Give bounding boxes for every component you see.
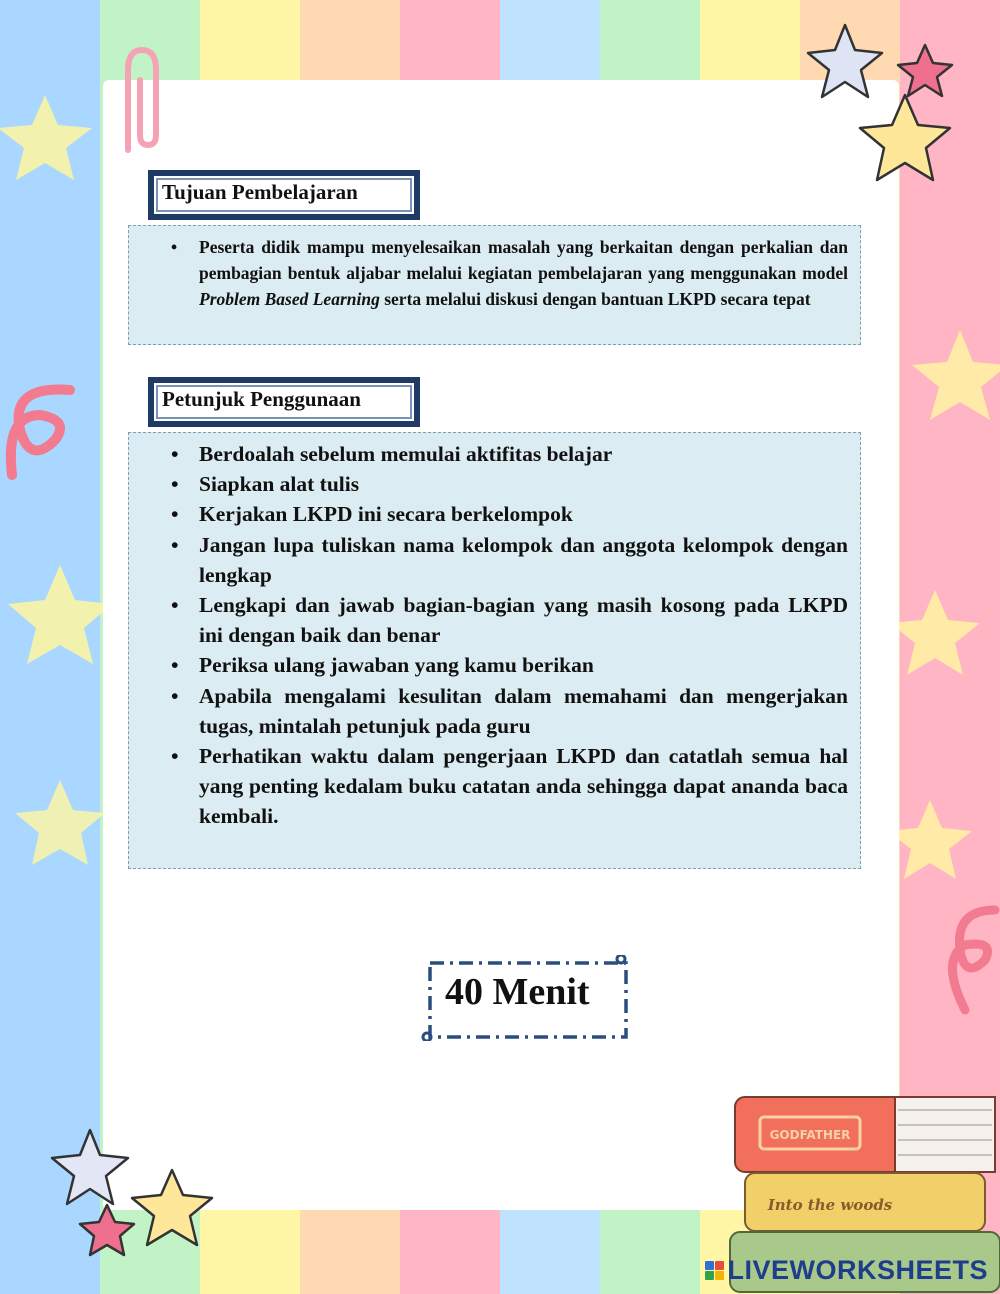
goal-list [129,234,860,312]
star-icon [132,1170,212,1245]
list-item: • Apabila mengalami kesulitan dalam memahami dan mengerjakan tugas, mintalah petunjuk pada guru [199,681,848,741]
brand-name: LIVEWORKSHEETS [727,1255,988,1285]
goal-text: Peserta didik mampu menyelesaikan masalah yang berkaitan dengan perkalian dan pembagian bentuk aljabar melalui kegiatan pembelajaran yang menggunakan model [199,237,848,283]
star-icon [0,95,92,180]
time-limit-label: 40 Menit [445,971,590,1013]
swirl-ribbon-icon [0,380,100,490]
goal-heading: Tujuan Pembelajaran [148,170,420,220]
instructions-heading: Petunjuk Penggunaan [148,377,420,427]
book-spine-title: GODFATHER [769,1128,851,1142]
star-icon [8,565,112,664]
star-icon [890,590,980,675]
paperclip-icon [110,40,170,160]
star-icon [888,800,972,879]
star-icon [808,25,882,97]
liveworksheets-logo [705,1255,988,1286]
star-icon [80,1205,134,1255]
star-icon [860,95,950,180]
goal-box [128,225,861,345]
star-icon [898,45,952,96]
instructions-box [128,432,861,869]
list-item: • Lengkapi dan jawab bagian-bagian yang masih kosong pada LKPD ini dengan baik dan benar [199,590,848,650]
swirl-ribbon-icon [935,900,1000,1020]
star-icon [52,1130,128,1204]
star-icon [15,780,105,865]
list-item: • Perhatikan waktu dalam pengerjaan LKPD dan catatlah semua hal yang penting kedalam buku catatan anda sehingga dapat ananda baca kembali. [199,741,848,832]
list-item: • Berdoalah sebelum memulai aktifitas belajar [199,439,848,469]
book-spine-title: Into the woods [767,1196,893,1214]
list-item [199,234,848,312]
stars-cluster-icon [40,1120,230,1270]
star-icon [912,330,1000,420]
stars-cluster-icon [800,15,980,195]
list-item: • Kerjakan LKPD ini secara berkelompok [199,499,848,529]
time-limit-badge [420,955,628,1041]
goal-text: serta melalui diskusi dengan bantuan LKPD secara tepat [379,289,811,309]
list-item: • Jangan lupa tuliskan nama kelompok dan anggota kelompok dengan lengkap [199,530,848,590]
goal-model-name: Problem Based Learning [199,289,380,309]
instructions-list [129,439,860,832]
list-item: • Periksa ulang jawaban yang kamu berikan [199,650,848,680]
logo-mark-icon [705,1261,724,1280]
list-item: • Siapkan alat tulis [199,469,848,499]
